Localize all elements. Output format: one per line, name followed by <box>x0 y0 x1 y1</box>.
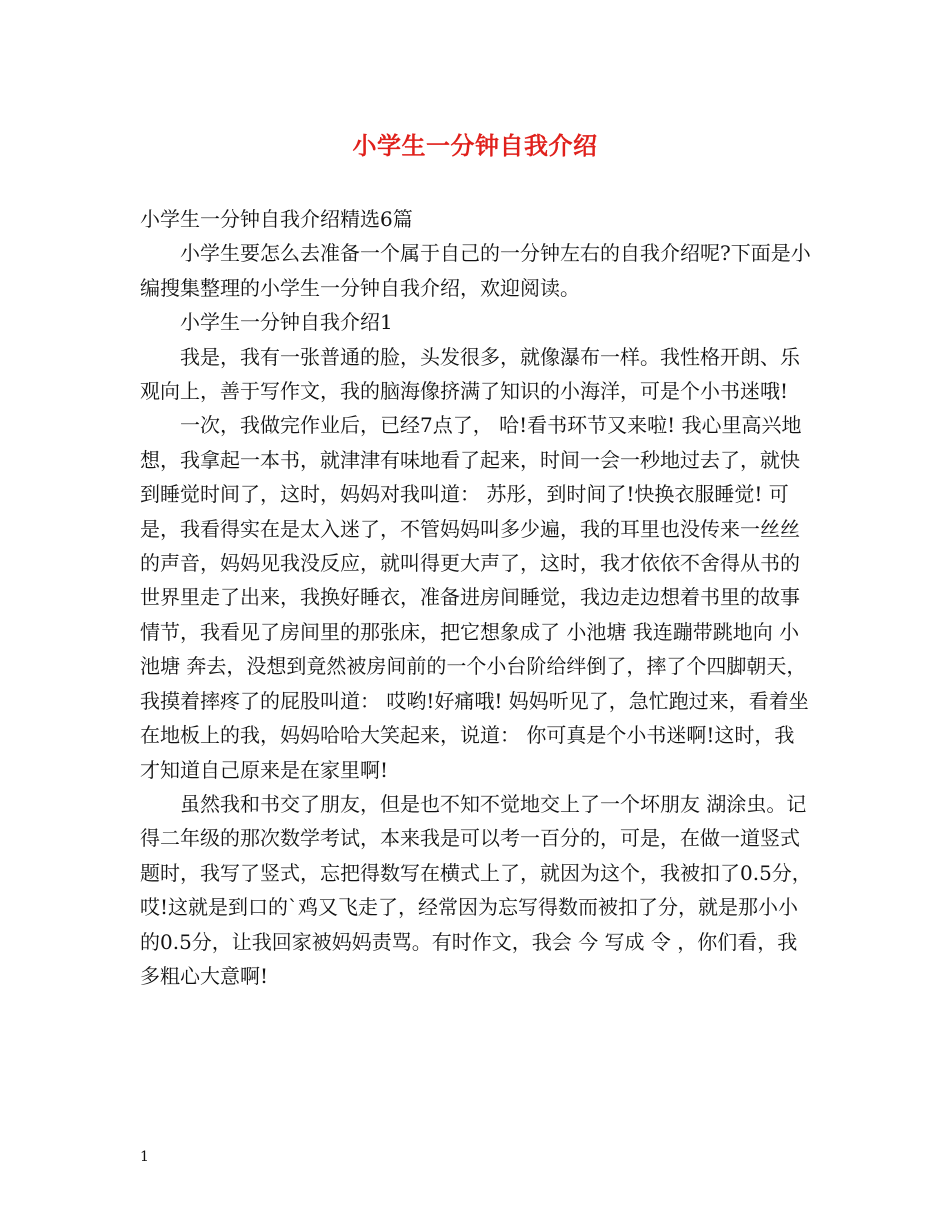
document-subtitle: 小学生一分钟自我介绍精选6篇 <box>140 207 413 231</box>
section-heading: 小学生一分钟自我介绍1 <box>180 310 393 335</box>
body-paragraph: 我是，我有一张普通的脸，头发很多，就像瀑布一样。我性格开朗、乐观向上，善于写作文，我的脑海像挤满了知识的小海洋，可是个小书迷哦! <box>140 344 800 404</box>
body-paragraph: 虽然我和书交了朋友，但是也不知不觉地交上了一个坏朋友 湖涂虫。记得二年级的那次数学考试，本来我是可以考一百分的，可是，在做一道竖式题时，我写了竖式，忘把得数写在横式上了，就因为这个，我被扣了0.5分，哎!这就是到口的`鸡又飞走了，经常因为忘写得数而被扣了分，就是那小小的0.5分，让我回家被妈妈责骂。有时作文，我会 今 写成 令 ，你们看，我多粗心大意啊! <box>140 791 812 988</box>
document-title: 小学生一分钟自我介绍 <box>352 131 598 160</box>
intro-paragraph: 小学生要怎么去准备一个属于自己的一分钟左右的自我介绍呢?下面是小编搜集整理的小学生一分钟自我介绍，欢迎阅读。 <box>140 241 811 300</box>
page-number: 1 <box>140 1149 149 1165</box>
document-body <box>140 202 812 993</box>
body-paragraph: 一次，我做完作业后，已经7点了， 哈!看书环节又来啦! 我心里高兴地想，我拿起一本书，就津津有味地看了起来，时间一会一秒地过去了，就快到睡觉时间了，这时，妈妈对我叫道： 苏彤，到时间了!快换衣服睡觉! 可是，我看得实在是太入迷了，不管妈妈叫多少遍，我的耳里也没传来一丝丝的声音，妈妈见我没反应，就叫得更大声了，这时，我才依依不舍得从书的世界里走了出来，我换好睡衣，准备进房间睡觉，我边走边想着书里的故事情节，我看见了房间里的那张床，把它想象成了 小池塘 我连蹦带跳地向 小池塘 奔去，没想到竟然被房间前的一个小台阶给绊倒了，摔了个四脚朝天，我摸着摔疼了的屁股叫道： 哎哟!好痛哦! 妈妈听见了，急忙跑过来，看着坐在地板上的我，妈妈哈哈大笑起来，说道： 你可真是个小书迷啊!这时，我才知道自己原来是在家里啊! <box>140 413 809 782</box>
